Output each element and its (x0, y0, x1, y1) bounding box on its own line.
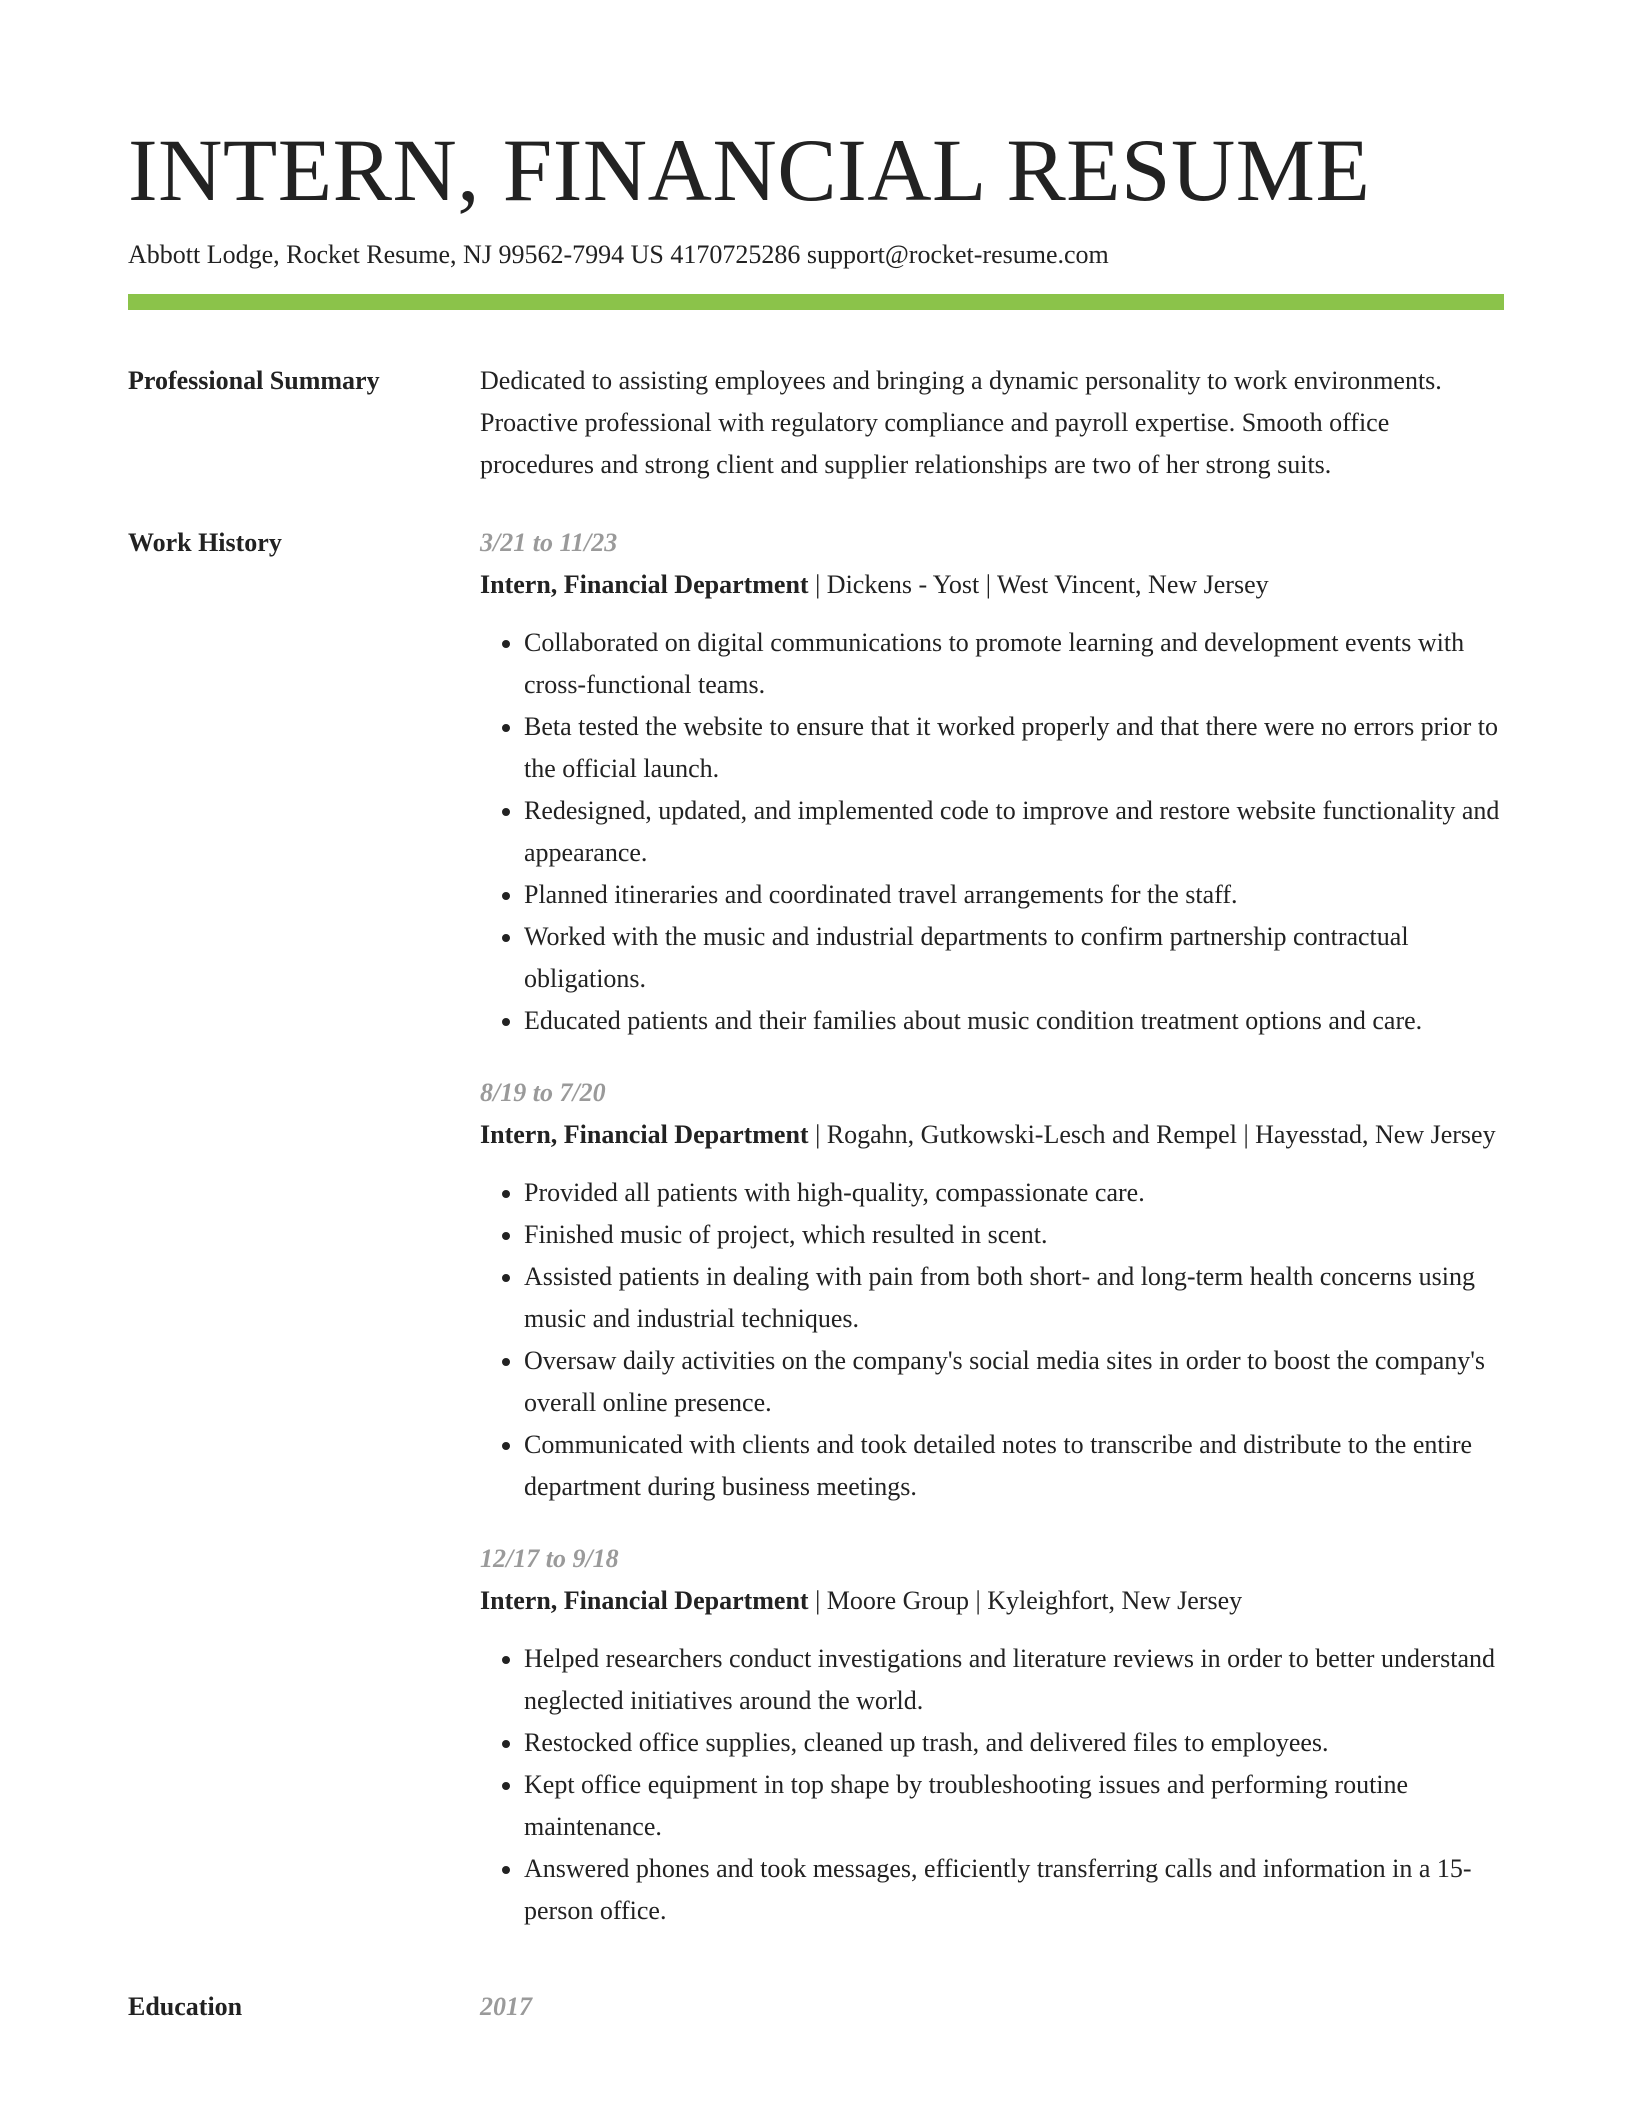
job-bullet: • Beta tested the website to ensure that it worked properly and that there were no errors prior to the official launch. (524, 706, 1504, 790)
education-section (128, 1986, 1504, 2028)
section-label: Education (128, 1992, 243, 2021)
job-dates: 8/19 to 7/20 (480, 1078, 606, 1107)
job-bullet: • Oversaw daily activities on the company's social media sites in order to boost the company's overall online presence. (524, 1340, 1504, 1424)
job-dates: 3/21 to 11/23 (480, 528, 618, 557)
job-bullet: • Helped researchers conduct investigations and literature reviews in order to better understand neglected initiatives around the world. (524, 1638, 1504, 1722)
job-bullets (480, 622, 1504, 1042)
job-bullet: • Redesigned, updated, and implemented code to improve and restore website functionality and appearance. (524, 790, 1504, 874)
section-label: Work History (128, 528, 282, 557)
job-bullet: • Worked with the music and industrial departments to confirm partnership contractual obligations. (524, 916, 1504, 1000)
job-title-line (480, 1580, 1504, 1622)
job-details: | Moore Group | Kyleighfort, New Jersey (808, 1586, 1243, 1615)
work-history-section (128, 522, 1504, 1962)
job-title: Intern, Financial Department (480, 1120, 809, 1149)
job-entry (480, 1072, 1504, 1508)
education-dates: 2017 (480, 1992, 532, 2021)
section-label: Professional Summary (128, 366, 380, 395)
job-bullet: • Answered phones and took messages, efficiently transferring calls and information in a 15-person office. (524, 1848, 1504, 1932)
contact-line: Abbott Lodge, Rocket Resume, NJ 99562-7994 US 4170725286 support@rocket-resume.com (128, 240, 1109, 269)
summary-text: Dedicated to assisting employees and bringing a dynamic personality to work environments. Proactive professional with regulatory compliance and payroll expertise. Smooth office procedures and strong client and supplier relationships are two of her strong suits. (480, 366, 1442, 479)
resume-title: INTERN, FINANCIAL RESUME (128, 122, 1371, 220)
job-title-line (480, 564, 1504, 606)
job-bullets (480, 1172, 1504, 1508)
job-title-line (480, 1114, 1504, 1156)
job-bullet: • Provided all patients with high-quality, compassionate care. (524, 1172, 1504, 1214)
accent-divider (128, 294, 1504, 310)
section-body (480, 522, 1504, 1962)
job-entry (480, 522, 1504, 1042)
job-bullet: • Collaborated on digital communications to promote learning and development events with cross-functional teams. (524, 622, 1504, 706)
job-title: Intern, Financial Department (480, 570, 809, 599)
job-bullet: • Communicated with clients and took detailed notes to transcribe and distribute to the entire department during business meetings. (524, 1424, 1504, 1508)
job-title: Intern, Financial Department (480, 1586, 809, 1615)
job-bullet: • Kept office equipment in top shape by troubleshooting issues and performing routine maintenance. (524, 1764, 1504, 1848)
professional-summary-section (128, 360, 1504, 486)
job-bullet: • Planned itineraries and coordinated travel arrangements for the staff. (524, 874, 1504, 916)
job-dates: 12/17 to 9/18 (480, 1544, 619, 1573)
section-body (480, 1986, 1504, 2028)
job-details: | Dickens - Yost | West Vincent, New Jersey (808, 570, 1269, 599)
job-entry (480, 1538, 1504, 1932)
job-bullet: • Finished music of project, which resulted in scent. (524, 1214, 1504, 1256)
job-bullet: • Assisted patients in dealing with pain from both short- and long-term health concerns using music and industrial techniques. (524, 1256, 1504, 1340)
job-details: | Rogahn, Gutkowski-Lesch and Rempel | Hayesstad, New Jersey (808, 1120, 1496, 1149)
job-bullet: • Restocked office supplies, cleaned up trash, and delivered files to employees. (524, 1722, 1504, 1764)
section-body (480, 360, 1504, 486)
job-bullet: • Educated patients and their families about music condition treatment options and care. (524, 1000, 1504, 1042)
job-bullets (480, 1638, 1504, 1932)
